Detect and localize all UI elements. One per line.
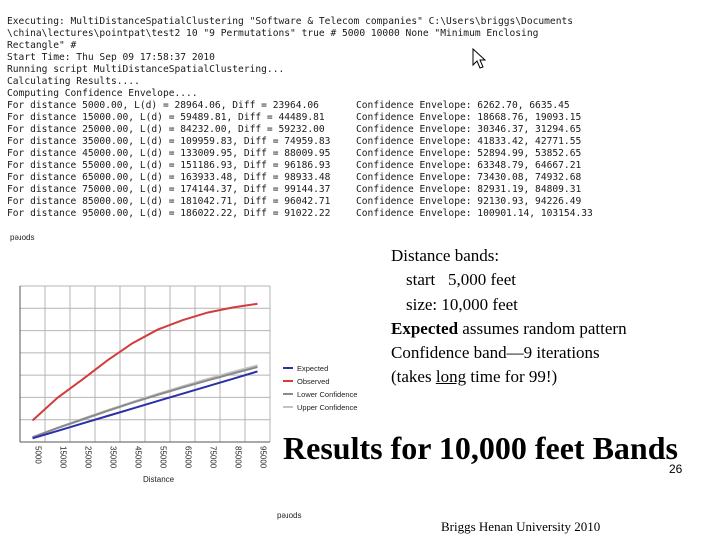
result-distance-text: For distance 15000.00, L(d) = 59489.81, Diff = 44489.81	[7, 112, 325, 123]
result-distance-text: For distance 85000.00, L(d) = 181042.71, Diff = 96042.71	[7, 196, 331, 207]
notes-text: time for 99!)	[466, 367, 558, 387]
result-distance-text: For distance 55000.00, L(d) = 151186.93, Diff = 96186.93	[7, 160, 331, 171]
result-envelope-text: Confidence Envelope: 52894.99, 53852.65	[356, 148, 582, 159]
slide-notes	[391, 244, 627, 390]
result-row	[7, 160, 582, 172]
result-distance-text: For distance 75000.00, L(d) = 174144.37, Diff = 99144.37	[7, 184, 331, 195]
result-row	[7, 124, 582, 136]
panel-bottom-label: pəɹods	[277, 511, 302, 520]
clustering-chart	[0, 228, 370, 526]
result-distance-text: For distance 95000.00, L(d) = 186022.22, Diff = 91022.22	[7, 208, 331, 219]
console-line: Start Time: Thu Sep 09 17:58:37 2010	[7, 52, 215, 63]
notes-line	[391, 365, 627, 389]
result-envelope-text: Confidence Envelope: 82931.19, 84809.31	[356, 184, 582, 195]
x-tick-label: 55000	[158, 446, 168, 469]
result-envelope-text: Confidence Envelope: 18668.76, 19093.15	[356, 112, 582, 123]
notes-line: size: 10,000 feet	[406, 294, 518, 314]
result-envelope-text: Confidence Envelope: 73430.08, 74932.68	[356, 172, 582, 183]
result-row	[7, 112, 582, 124]
result-envelope-text: Confidence Envelope: 92130.93, 94226.49	[356, 196, 582, 207]
console-line: Rectangle" #	[7, 40, 77, 51]
x-tick-label: 25000	[83, 446, 93, 469]
result-row	[7, 136, 582, 148]
x-tick-label: 35000	[108, 446, 118, 469]
slide-footer: Briggs Henan University 2010	[441, 519, 601, 534]
result-envelope-text: Confidence Envelope: 63348.79, 64667.21	[356, 160, 582, 171]
notes-underlined: long	[435, 367, 467, 387]
result-distance-text: For distance 65000.00, L(d) = 163933.48, Diff = 98933.48	[7, 172, 331, 183]
x-tick-labels	[34, 446, 268, 469]
notes-line: Distance bands:	[391, 246, 500, 265]
console-line: Calculating Results....	[7, 76, 140, 87]
notes-line: Confidence band—9 iterations	[391, 343, 600, 363]
result-envelope-text: Confidence Envelope: 100901.14, 103154.33	[356, 208, 593, 219]
x-tick-label: 5000	[33, 446, 43, 464]
result-envelope-text: Confidence Envelope: 30346.37, 31294.65	[356, 124, 582, 135]
x-tick-label: 85000	[233, 446, 243, 469]
geoprocessing-output-window	[0, 14, 720, 224]
console-line: Executing: MultiDistanceSpatialClustering "Software & Telecom companies" C:\Users\briggs\Documents	[7, 16, 574, 27]
legend-label: Lower Confidence	[297, 390, 358, 399]
console-line: Running script MultiDistanceSpatialClustering...	[7, 64, 285, 75]
chart-panel	[0, 228, 370, 526]
legend-label: Observed	[297, 377, 330, 386]
result-envelope-text: Confidence Envelope: 41833.42, 42771.55	[356, 136, 582, 147]
x-tick-label: 75000	[208, 446, 218, 469]
result-row	[7, 208, 593, 220]
notes-text: assumes random pattern	[458, 318, 627, 338]
legend-label: Upper Confidence	[297, 403, 358, 412]
result-distance-text: For distance 5000.00, L(d) = 28964.06, Diff = 23964.06	[7, 100, 319, 111]
console-line: Computing Confidence Envelope....	[7, 88, 198, 99]
x-tick-label: 65000	[183, 446, 193, 469]
legend-label: Expected	[297, 364, 329, 373]
mouse-cursor-icon	[472, 48, 486, 70]
x-axis-label: Distance	[143, 475, 175, 484]
console-line: \china\lectures\pointpat\test2 10 "9 Permutations" true # 5000 10000 None "Minimum Enclosing	[7, 28, 539, 39]
notes-text: (takes	[391, 367, 436, 387]
result-row	[7, 100, 570, 112]
result-distance-text: For distance 35000.00, L(d) = 109959.83, Diff = 74959.83	[7, 136, 331, 147]
x-tick-label: 95000	[258, 446, 268, 469]
slide-title: Results for 10,000 feet Bands	[283, 430, 678, 466]
result-envelope-text: Confidence Envelope: 6262.70, 6635.45	[356, 100, 570, 111]
chart-legend	[283, 364, 357, 412]
panel-top-label: pəɹods	[10, 233, 35, 242]
chart-grid	[20, 286, 270, 442]
slide-number: 26	[669, 462, 683, 476]
result-distance-text: For distance 25000.00, L(d) = 84232.00, Diff = 59232.00	[7, 124, 325, 135]
notes-line	[391, 317, 627, 341]
notes-line: start 5,000 feet	[406, 270, 516, 290]
x-tick-label: 45000	[133, 446, 143, 469]
result-row	[7, 148, 582, 160]
x-tick-label: 15000	[58, 446, 68, 469]
result-row	[7, 184, 582, 196]
result-distance-text: For distance 45000.00, L(d) = 133009.95, Diff = 88009.95	[7, 148, 331, 159]
result-row	[7, 196, 582, 208]
result-row	[7, 172, 582, 184]
notes-emphasis: Expected	[391, 318, 459, 338]
